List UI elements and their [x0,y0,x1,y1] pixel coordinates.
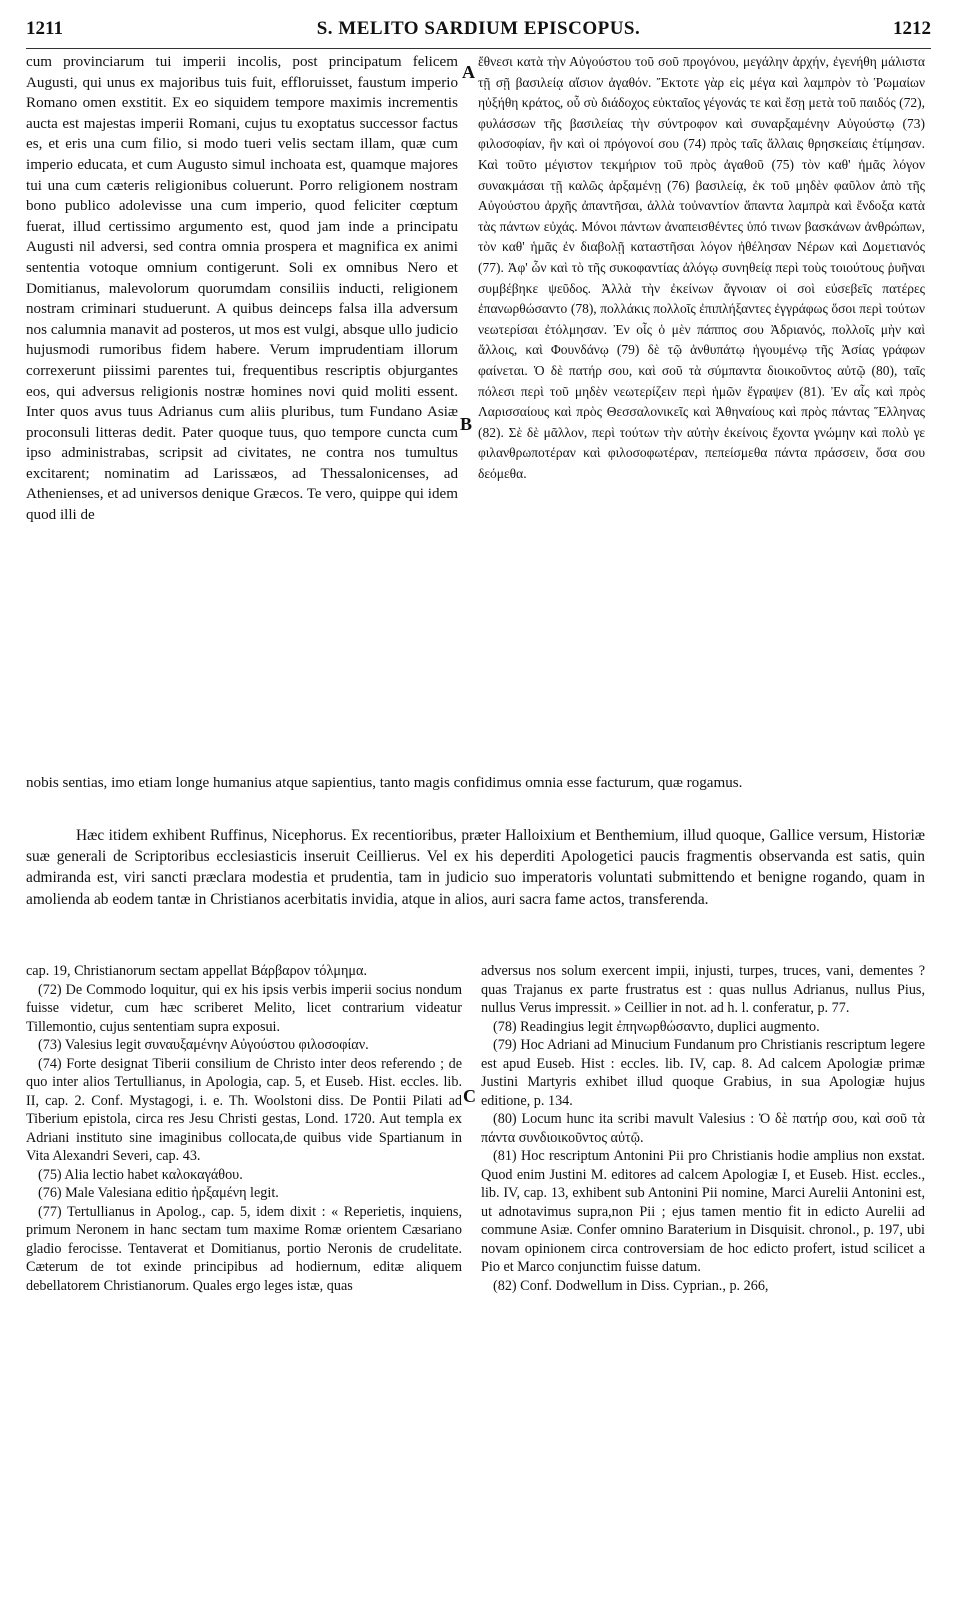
margin-letter-c: C [463,1086,476,1106]
latin-translation-column [26,52,458,526]
margin-letter-a: A [462,62,475,82]
footnote-80: (80) Locum hunc ita scribi mavult Valesius : Ὁ δὲ πατήρ σου, καὶ σοῦ τὰ πάντα συνδιοικοῦντος αὐτῷ. [481,1111,925,1146]
footnote-72: (72) De Commodo loquitur, qui ex his ipsis verbis imperii socius nondum fuisse videtur, cum hæc scriberet Melito, licet contrarium videatur Tillemontio, cujus sententiam supra exposui. [26,981,462,1035]
footnote-79: (79) Hoc Adriani ad Minucium Fundanum pro Christianis rescriptum legere est apud Euseb. Hist : eccles. lib. IV, cap. 8. Ad calcem Apologiæ primæ Justini Martyris exhibet illud quoque Grabius, in sua Apologiæ hujus editione, p. 134. [481,1037,925,1109]
right-page-number: 1212 [893,18,931,39]
footnote-76: (76) Male Valesiana editio ἠρξαμένη legit. [38,1185,279,1201]
footnote-77-continuation: adversus nos solum exercent impii, injusti, turpes, truces, vani, dementes ? quas Trajanus ex parte frustratus est : quas nullus Adrianus, nullus Pius, nullus Verus impressit. » Ceillier in not. ad h. l. conferatur, p. 77. [481,963,925,1016]
latin-text: cum provinciarum tui imperii incolis, post principatum felicem Augusti, qui unus ex majoribus tuis fuit, effloruisset, faustum imperio Romano omen exstitit. Ex eo siquidem tempore maximis incrementis aucta est majestas imperii Romani, cujus tu exoptatus successor factus es, et eris una cum filio, si modo tueri velis sectam illam, quæ cum imperio educata, et cum Augusto simul inchoata est, quamque majores tui una cum cæteris religionibus coluerunt. Porro religionem nostram bono publico adolevisse una cum imperio, quod feliciter cœptum fuerat, illud certissimo argumento est, quod jam inde a principatu Augusti nil adversi, sed contra omnia prospera et magnifica ex animi sententia votoque omnium contigerunt. Soli ex omnibus Nero et Domitianus, malevolorum quorumdam consiliis inducti, religionem nostram criminari studuerunt. A quibus deinceps falsa illa adversum nos calumnia manavit ad posteros, ut mos est vulgi, absque ullo judicio hujusmodi rumoribus fidem habere. Verum imprudentiam illorum correxerunt piissimi parentes tui, frequentibus rescriptis objurgantes eos, qui adversus religionis nostræ homines novi quid moliti essent. Inter quos avus tuus Adrianus cum aliis pluribus, tum Fundano Asiæ proconsuli litteras dedit. Pater quoque tuus, quo tempore cuncta cum ipso administrabas, scripsit ad civitates, ne contra nos tumultus excitarent; nominatim ad Larissæos, ad Thessalonicenses, ad Athenienses, et ad universos denique Græcos. Te vero, quippe qui idem quod illi de [26,54,458,524]
footnote-77: (77) Tertullianus in Apolog., cap. 5, idem dixit : « Reperietis, inquiens, primum Neronem in hanc sectam tum maxime Romæ orientem Cæsariano gladio ferocisse. Tentaverat et Domitianus, portio Neronis de crudelitate. Cæterum de tot exinde principibus ad hodiernum, editæ aliquem debellatorem Christianorum. Quales ergo leges istæ, quas [26,1203,462,1294]
running-header [26,14,931,42]
header-rule [26,48,931,49]
commentary-paragraph: Hæc itidem exhibent Ruffinus, Nicephorus. Ex recentioribus, præter Halloixium et Benthemium, illud quoque, Gallice versum, Historiæ suæ generali de Scriptoribus ecclesiasticis inseruit Ceillierus. Vel ex his deperditi Apologetici paucis fragmentis observanda est satis, quin admiranda est, viri sancti præclara modestia et prudentia, tam in judicio suo imperatoris voluntati submittendo et benigne rogando, quam in amolienda ab eodem tantæ in Christianos acerbitatis invidia, atque in alios, auri sacra fame actos, transferenda. [26,827,925,908]
footnote-81: (81) Hoc rescriptum Antonini Pii pro Christianis hodie amplius non exstat. Quod enim Justini M. editores ad calcem Apologiæ I, et Euseb. Hist. eccles., lib. IV, cap. 13, exhibent sub Antonini Pii nomine, Marci Aurelii Antonini est, ut adnotavimus supra,non Pii ; ejus tamen mentio fit in edicto Aurelii ad commune Asiæ. Confer omnino Baraterium in Disquisit. chronol., p. 197, ubi novam opinionem circa controversiam de hoc edicto profert, istud scilicet a Pio et Marco conjunctim fuisse datum. [481,1148,925,1275]
footnote-73: (73) Valesius legit συναυξαμένην Αὐγούστου φιλοσοφίαν. [38,1037,369,1053]
running-title: S. MELITO SARDIUM EPISCOPUS. [316,18,641,39]
greek-original-column [478,52,925,484]
footnote-78: (78) Readingius legit ἐπηνωρθώσαντο, duplici augmento. [493,1018,820,1035]
latin-conclusion: nobis sentias, imo etiam longe humanius atque sapientius, tanto magis confidimus omnia esse facturum, quæ rogamus. [26,775,743,791]
margin-letter-b: B [460,414,473,434]
footnote-75: (75) Alia lectio habet καλοκαγάθου. [38,1166,243,1183]
footnote-continuation: cap. 19, Christianorum sectam appellat Βάρβαρον τόλμημα. [26,963,368,979]
footnote-82: (82) Conf. Dodwellum in Diss. Cyprian., p. 266, [493,1277,769,1294]
footnotes-left-column [26,962,462,1295]
left-page-number: 1211 [26,18,63,39]
footnote-74: (74) Forte designat Tiberii consilium de Christo inter deos referendo ; de quo inter alios Tertullianus, in Apologia, cap. 5, et Euseb. Hist. eccles. lib. II, cap. 2. Conf. Mystagogi, i. e. Th. Woolstoni diss. De Pontii Pilati ad Tiberium epistola, circa res Jesu Christi gestas, Lond. 1720. Aut templa ex Adriani instituto sine imaginibus collocata,de quibus vide Spartianum in Vita Alexandri Severi, cap. 43. [26,1055,462,1164]
greek-text: ἔθνεσι κατὰ τὴν Αὐγούστου τοῦ σοῦ προγόνου, μεγάλην ἀρχήν, ἐγενήθη μάλιστα τῇ σῇ βασιλείᾳ αἴσιον ἀγαθόν. Ἔκτοτε γὰρ εἰς μέγα καὶ λαμπρὸν τὸ Ῥωμαίων ηὐξήθη κράτος, οὗ σὺ διάδοχος εὐκταῖος γέγονάς τε καὶ ἔσῃ μετὰ τοῦ παιδός (72), φυλάσσων τῆς βασιλείας τὴν σύντροφον καὶ συναρξαμένην Αὐγούστῳ (73) φιλοσοφίαν, ἣν καὶ οἱ πρόγονοί σου (74) πρὸς ταῖς ἄλλαις θρησκείαις ἐτίμησαν. Καὶ τοῦτο μέγιστον τεκμήριον τοῦ πρὸς ἀγαθοῦ (75) τὸν καθ' ἡμᾶς λόγον συνακμάσαι τῇ καλῶς ἀρξαμένῃ (76) βασιλείᾳ, ἐκ τοῦ μηδὲν φαῦλον ἀπὸ τῆς Αὐγούστου ἀρχῆς ἀπαντῆσαι, ἀλλὰ τοὐναντίον ἅπαντα λαμπρὰ καὶ ἔνδοξα κατὰ τὰς πάντων εὐχάς. Μόνοι πάντων ἀναπεισθέντες ὑπό τινων βασκάνων ἀνθρώπων, τὸν καθ' ἡμᾶς ἐν διαβολῇ καταστῆσαι λόγον ἠθέλησαν Νέρων καὶ Δομετιανός (77). Ἀφ' ὧν καὶ τὸ τῆς συκοφαντίας ἀλόγῳ συνηθείᾳ περὶ τοὺς τοιούτους ῥυῆναι συμβέβηκε ψεῦδος. Ἀλλὰ τὴν ἐκείνων ἄγνοιαν οἱ σοὶ εὐσεβεῖς πατέρες ἐπανωρθώσαντο (78), πολλάκις πολλοῖς ἐπιπλήξαντες ἐγγράφως ὅσοι περὶ τούτων νεωτερίσαι ἐτόλμησαν. Ἐν οἷς ὁ μὲν πάππος σου Ἀδριανός, πολλοῖς μὴν καὶ ἄλλοις, καὶ Φουνδάνῳ (79) δὲ τῷ ἀνθυπάτῳ ἡγουμένῳ τῆς Ἀσίας γράφων φαίνεται. Ὁ δὲ πατήρ σου, καὶ σοῦ τὰ σύμπαντα διοικοῦντος αὐτῷ (80), ταῖς πόλεσι περὶ τοῦ μηδὲν νεωτερίζειν περὶ ἡμῶν ἔγραψεν (81). Ἐν αἷς καὶ πρὸς Λαρισσαίους καὶ πρὸς Θεσσαλονικεῖς καὶ Ἀθηναίους καὶ πρὸς πάντας Ἕλληνας (82). Σὲ δὲ μᾶλλον, περὶ τούτων τὴν αὐτὴν ἐκείνοις ἔχοντα γνώμην καὶ πολὺ γε φιλανθρωποτέραν καὶ φιλοσοφωτέραν, πεπείσμεθα πάντα πράσσειν, ὅσα σου δεόμεθα. [478,54,925,481]
footnotes-right-column [481,962,925,1295]
